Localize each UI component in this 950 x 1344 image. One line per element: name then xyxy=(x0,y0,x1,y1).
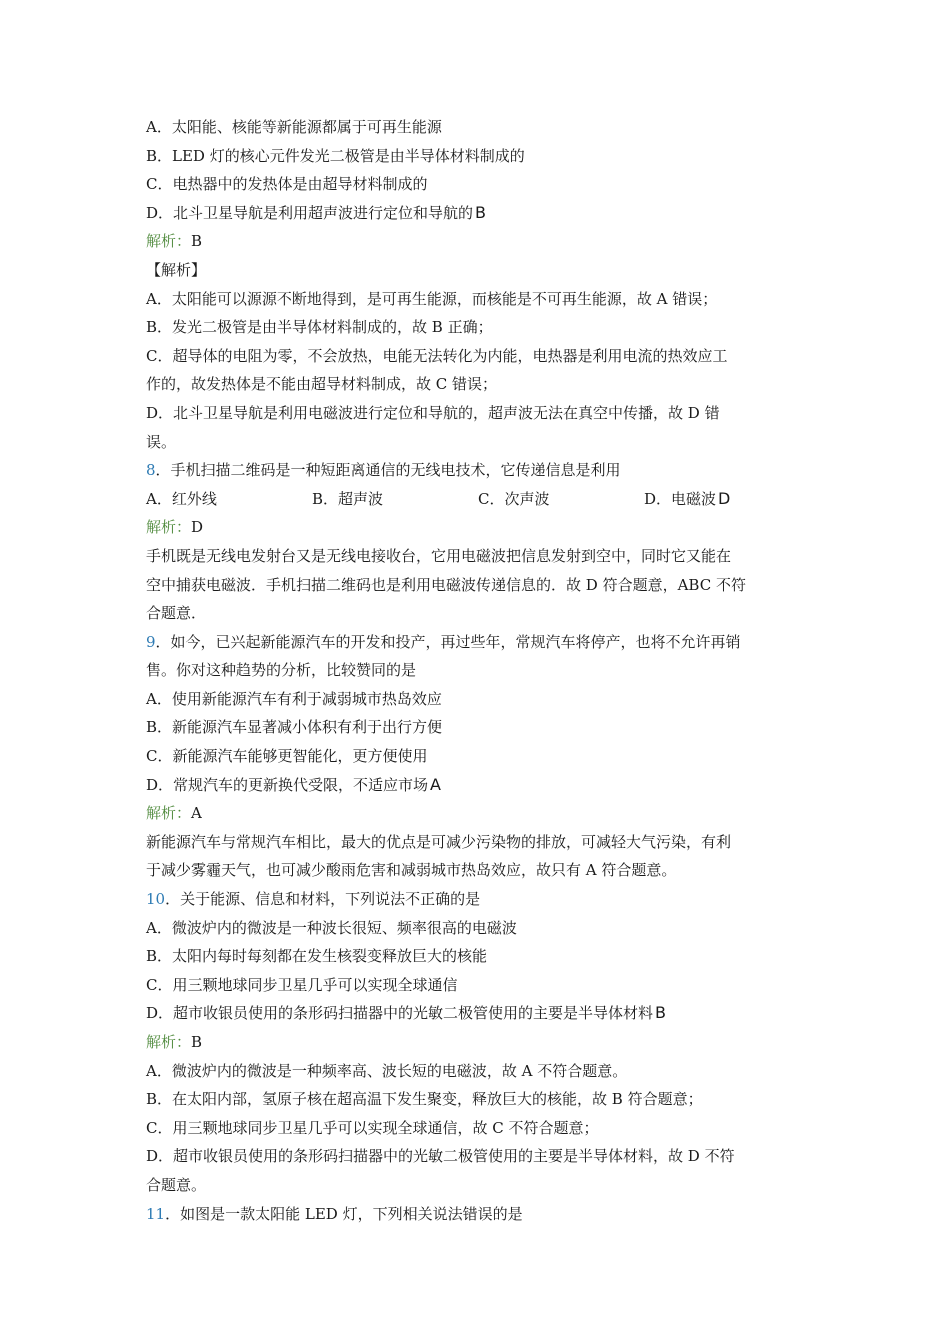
question-number: 8 xyxy=(146,461,156,480)
explanation-line: D．北斗卫星导航是利用电磁波进行定位和导航的，超声波无法在真空中传播，故 D 错 xyxy=(146,403,720,422)
explanation-line: 误。 xyxy=(146,432,177,451)
explanation-line: A．太阳能可以源源不断地得到，是可再生能源，而核能是不可再生能源，故 A 错误； xyxy=(146,289,718,308)
option-a: A．微波炉内的微波是一种波长很短、频率很高的电磁波 xyxy=(146,918,517,937)
option-d-text: D．电磁波 xyxy=(644,489,717,508)
question-stem-text: ．如今，已兴起新能源汽车的开发和投产，再过些年，常规汽车将停产，也将不允许再销 xyxy=(155,632,741,651)
question-stem xyxy=(146,885,811,914)
question-stem xyxy=(146,1200,811,1229)
options-row xyxy=(146,485,811,514)
option-c: C．次声波 xyxy=(478,489,550,508)
option-b: B．LED 灯的核心元件发光二极管是由半导体材料制成的 xyxy=(146,146,525,165)
explanation-line: 于减少雾霾天气，也可减少酸雨危害和减弱城市热岛效应，故只有 A 符合题意。 xyxy=(146,861,677,880)
explanation-line: 手机既是无线电发射台又是无线电接收台，它用电磁波把信息发射到空中，同时它又能在 xyxy=(146,546,732,565)
question-stem-text: ．如图是一款太阳能 LED 灯，下列相关说法错误的是 xyxy=(165,1204,523,1223)
explanation-line: B．发光二极管是由半导体材料制成的，故 B 正确； xyxy=(146,318,493,337)
option-b: B．新能源汽车显著减小体积有利于出行方便 xyxy=(146,718,443,737)
option-d xyxy=(146,999,811,1028)
explanation-line: 空中捕获电磁波．手机扫描二维码也是利用电磁波传递信息的．故 D 符合题意，ABC 不符 xyxy=(146,575,746,594)
explanation-line: D．超市收银员使用的条形码扫描器中的光敏二极管使用的主要是半导体材料，故 D 不符 xyxy=(146,1147,735,1166)
question-stem-text: ．手机扫描二维码是一种短距离通信的无线电技术，它传递信息是利用 xyxy=(155,461,621,480)
option-d xyxy=(644,485,730,514)
jiexi-line xyxy=(146,227,811,256)
question-10 xyxy=(146,885,811,1200)
jiexi-answer: B xyxy=(191,1033,203,1051)
explanation-line: C．超导体的电阻为零，不会放热，电能无法转化为内能，电热器是利用电流的热效应工 xyxy=(146,346,728,365)
option-a: A．太阳能、核能等新能源都属于可再生能源 xyxy=(146,118,442,136)
explanation-line: 作的，故发热体是不能由超导材料制成，故 C 错误； xyxy=(146,375,498,394)
question-stem-continued: 售。你对这种趋势的分析，比较赞同的是 xyxy=(146,661,417,680)
option-a: A．使用新能源汽车有利于减弱城市热岛效应 xyxy=(146,689,442,708)
question-stem-text: ．关于能源、信息和材料，下列说法不正确的是 xyxy=(165,890,481,909)
jiexi-label: 解析： xyxy=(146,1033,192,1051)
question-11 xyxy=(146,1200,811,1229)
option-d xyxy=(146,771,811,800)
option-d xyxy=(146,199,811,228)
explanation-line: B．在太阳内部，氢原子核在超高温下发生聚变，释放巨大的核能，故 B 符合题意； xyxy=(146,1090,703,1109)
explanation-line: C．用三颗地球同步卫星几乎可以实现全球通信，故 C 不符合题意； xyxy=(146,1118,599,1137)
question-7 xyxy=(146,113,811,456)
option-a: A．红外线 xyxy=(146,489,217,508)
option-d-text: D．北斗卫星导航是利用超声波进行定位和导航的 xyxy=(146,203,474,222)
question-stem xyxy=(146,456,811,485)
jiexi-label: 解析： xyxy=(146,232,192,251)
question-number: 10 xyxy=(146,890,166,909)
inline-answer: B xyxy=(475,202,487,222)
inline-answer: B xyxy=(655,1003,667,1023)
question-number: 11 xyxy=(146,1204,166,1223)
question-stem xyxy=(146,628,811,657)
jiexi-line xyxy=(146,799,811,828)
explanation-line: A．微波炉内的微波是一种频率高、波长短的电磁波，故 A 不符合题意。 xyxy=(146,1061,628,1080)
jiexi-line xyxy=(146,513,811,542)
explanation-line: 合题意． xyxy=(146,604,207,623)
jiexi-label: 解析： xyxy=(146,518,192,537)
option-b: B．太阳内每时每刻都在发生核裂变释放巨大的核能 xyxy=(146,947,488,966)
option-d-text: D．超市收银员使用的条形码扫描器中的光敏二极管使用的主要是半导体材料 xyxy=(146,1004,654,1023)
question-9 xyxy=(146,628,811,885)
question-8 xyxy=(146,456,811,628)
explanation-line: 合题意。 xyxy=(146,1175,207,1194)
inline-answer: A xyxy=(430,774,441,794)
question-number: 9 xyxy=(146,632,156,651)
option-d-text: D．常规汽车的更新换代受限，不适应市场 xyxy=(146,775,429,794)
option-c: C．用三颗地球同步卫星几乎可以实现全球通信 xyxy=(146,975,458,994)
option-c: C．新能源汽车能够更智能化，更方便使用 xyxy=(146,747,428,766)
jiexi-line xyxy=(146,1028,811,1057)
jiexi-answer: B xyxy=(191,232,203,251)
document-page xyxy=(146,113,811,1228)
option-c: C．电热器中的发热体是由超导材料制成的 xyxy=(146,175,428,194)
jiexi-answer: A xyxy=(191,804,202,823)
jiexi-label: 解析： xyxy=(146,804,192,823)
bracket-label: 【解析】 xyxy=(146,260,207,279)
explanation-line: 新能源汽车与常规汽车相比，最大的优点是可减少污染物的排放，可减轻大气污染，有利 xyxy=(146,832,732,851)
jiexi-answer: D xyxy=(191,518,204,537)
inline-answer: D xyxy=(718,488,731,508)
option-b: B．超声波 xyxy=(312,489,384,508)
